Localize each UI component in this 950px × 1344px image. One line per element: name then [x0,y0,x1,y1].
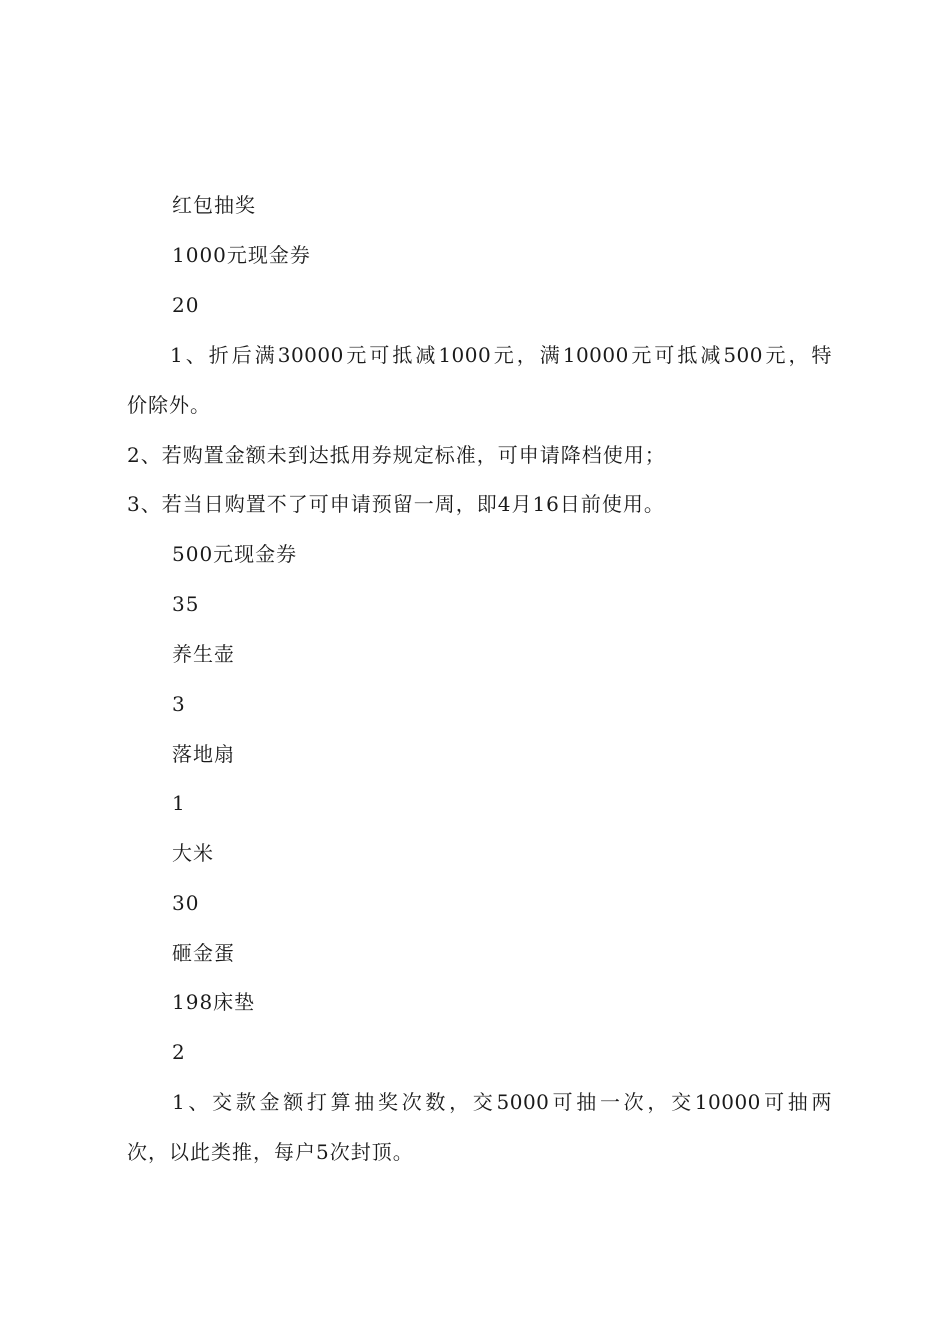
prize-health-kettle: 养生壶 [172,642,235,666]
prize-500-coupon-count: 35 [172,592,200,616]
heading-golden-egg: 砸金蛋 [172,941,235,965]
coupon-rule-1-line1: 1、折后满30000元可抵减1000元，满10000元可抵减500元，特 [170,343,832,367]
prize-mattress: 198床垫 [172,990,256,1014]
prize-500-coupon: 500元现金券 [172,542,298,566]
heading-red-envelope-lottery: 红包抽奖 [172,193,256,217]
prize-rice: 大米 [172,841,214,865]
egg-rule-1-line2: 次，以此类推，每户5次封顶。 [127,1140,414,1164]
coupon-rule-1-line2: 价除外。 [127,393,211,417]
prize-1000-coupon-count: 20 [172,293,200,317]
prize-health-kettle-count: 3 [172,692,186,716]
prize-1000-coupon: 1000元现金券 [172,243,311,267]
egg-rule-1-line1: 1、交款金额打算抽奖次数，交5000可抽一次，交10000可抽两 [172,1090,832,1114]
coupon-rule-3: 3、若当日购置不了可申请预留一周，即4月16日前使用。 [127,492,665,516]
prize-mattress-count: 2 [172,1040,186,1064]
prize-floor-fan: 落地扇 [172,742,235,766]
prize-rice-count: 30 [172,891,200,915]
coupon-rule-2: 2、若购置金额未到达抵用券规定标准，可申请降档使用； [127,443,666,467]
prize-floor-fan-count: 1 [172,791,186,815]
